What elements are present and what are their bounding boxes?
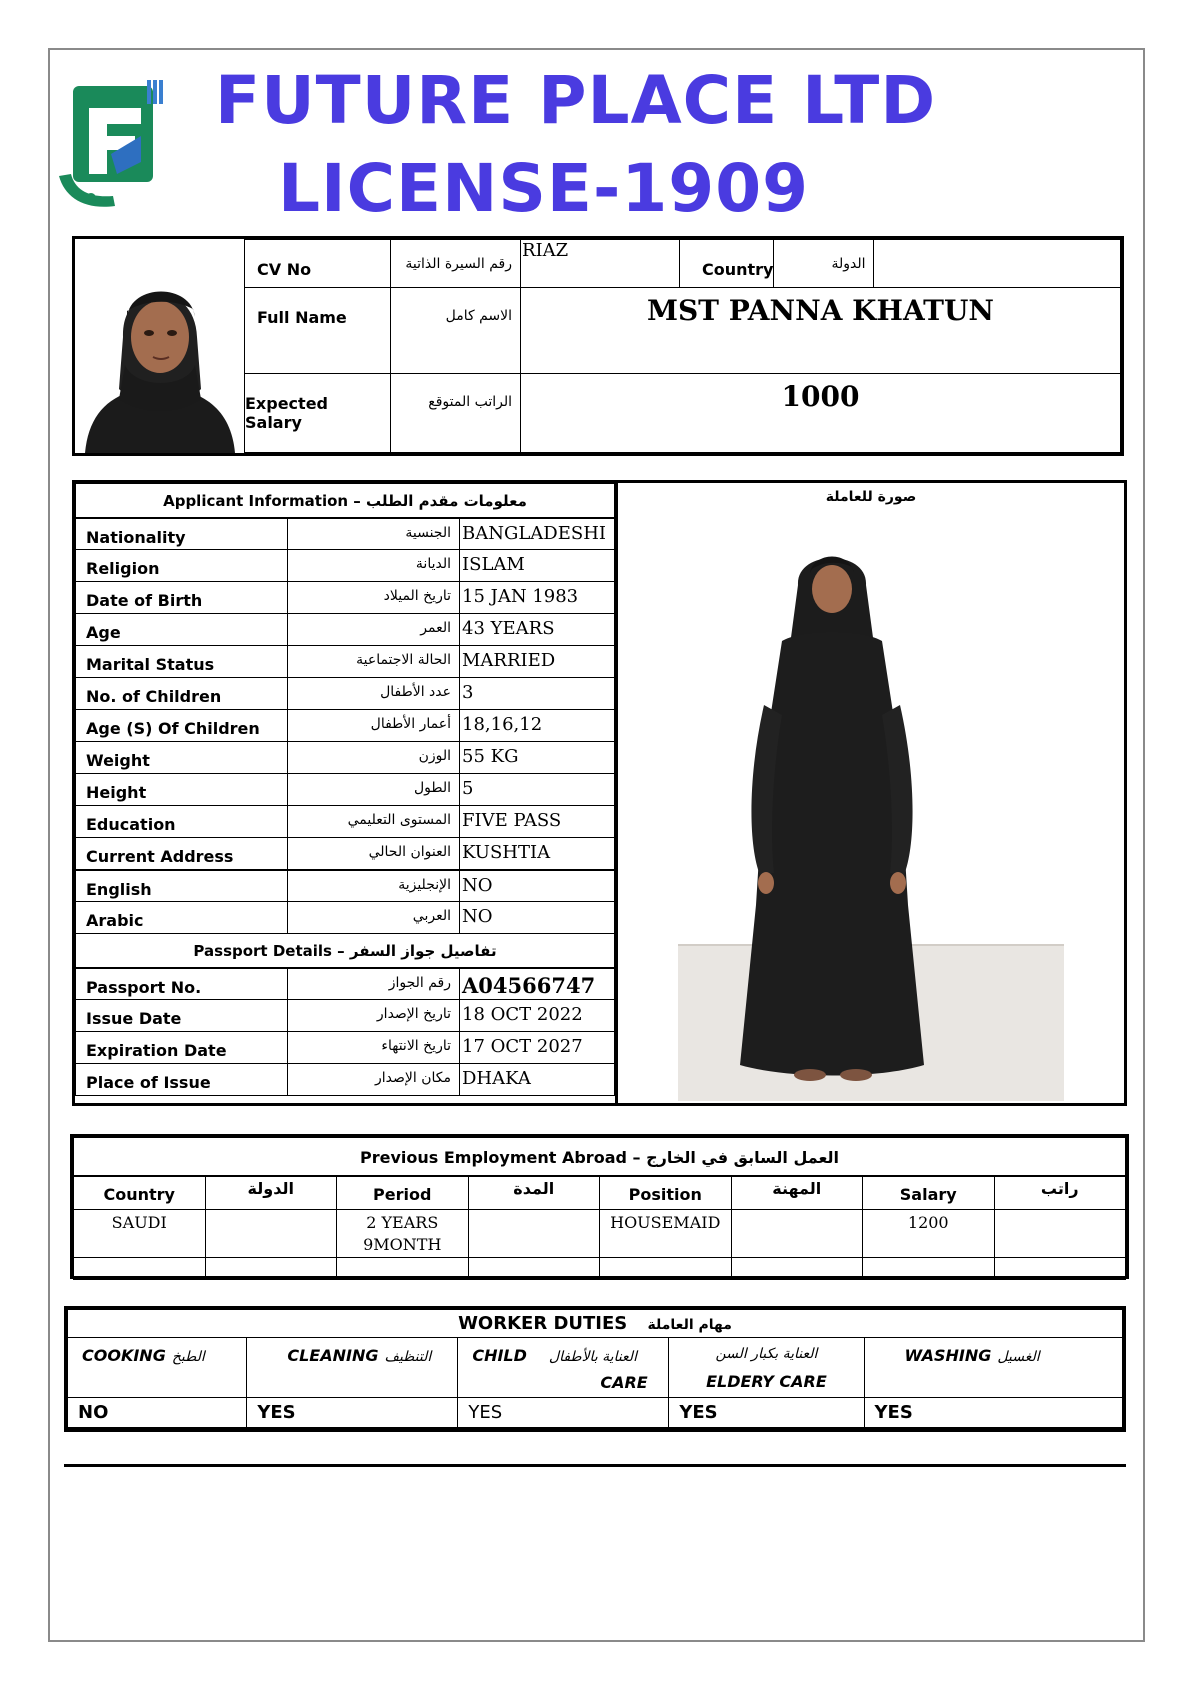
row-label-ar: العربي <box>288 902 460 934</box>
bottom-divider <box>64 1464 1126 1467</box>
row-label: English <box>76 870 288 902</box>
column-header: Period <box>337 1176 469 1210</box>
duty-label: ELDERY CARE <box>706 1372 827 1391</box>
row-value: NO <box>460 870 615 902</box>
row-label-ar: تاريخ الانتهاء <box>288 1032 460 1064</box>
photo-caption: صورة للعاملة <box>825 489 917 505</box>
table-row <box>76 902 615 934</box>
duty-label-ar: الغسيل <box>997 1349 1040 1365</box>
row-label: Nationality <box>76 518 288 550</box>
employment-table <box>73 1137 1126 1280</box>
row-value: DHAKA <box>460 1064 615 1096</box>
worker-duties-block <box>64 1306 1126 1432</box>
duty-washing <box>864 1338 1122 1398</box>
full-body-photo <box>678 545 1064 1101</box>
row-label: Date of Birth <box>76 582 288 614</box>
row-label-ar: رقم الجواز <box>288 968 460 1000</box>
applicant-information-block <box>72 480 1127 1106</box>
full-name-label-ar: الاسم كامل <box>391 288 521 374</box>
row-label: Passport No. <box>76 968 288 1000</box>
column-divider <box>615 483 618 1103</box>
row-label: No. of Children <box>76 678 288 710</box>
row-label: Age (S) Of Children <box>76 710 288 742</box>
row-value: 43 YEARS <box>460 614 615 646</box>
duty-label: CHILD <box>472 1346 527 1365</box>
empty-cell <box>994 1210 1126 1258</box>
column-header-ar: راتب <box>994 1176 1126 1210</box>
row-label: Arabic <box>76 902 288 934</box>
table-row <box>74 1210 1126 1258</box>
company-title: FUTURE PLACE LTD <box>215 62 937 139</box>
row-label: Height <box>76 774 288 806</box>
period-months: 9MONTH <box>363 1235 442 1254</box>
country-label: Country <box>680 240 774 288</box>
applicant-table <box>75 483 615 1096</box>
cv-no-value: RIAZ <box>521 240 680 288</box>
row-value: MARRIED <box>460 646 615 678</box>
table-row <box>76 614 615 646</box>
license-title: LICENSE-1909 <box>278 150 810 227</box>
row-label-ar: المستوى التعليمي <box>288 806 460 838</box>
row-label-ar: الديانة <box>288 550 460 582</box>
table-row <box>76 518 615 550</box>
row-label-ar: عدد الأطفال <box>288 678 460 710</box>
table-row <box>74 1258 1126 1280</box>
duty-cleaning <box>247 1338 458 1398</box>
duty-value: YES <box>458 1398 669 1430</box>
table-row <box>76 870 615 902</box>
row-value: 18,16,12 <box>460 710 615 742</box>
employment-country: SAUDI <box>74 1210 206 1258</box>
row-label-ar: العنوان الحالي <box>288 838 460 870</box>
passport-number-value: A04566747 <box>460 968 615 1000</box>
table-row <box>76 838 615 870</box>
row-label-ar: مكان الإصدار <box>288 1064 460 1096</box>
row-value: 17 OCT 2027 <box>460 1032 615 1064</box>
full-name-value: MST PANNA KHATUN <box>521 288 1121 374</box>
duties-title <box>68 1310 1123 1338</box>
row-value: 3 <box>460 678 615 710</box>
row-label-ar: أعمار الأطفال <box>288 710 460 742</box>
table-row <box>76 646 615 678</box>
duty-label-ar: التنظيف <box>384 1349 432 1365</box>
column-header-ar: الدولة <box>205 1176 337 1210</box>
row-label: Weight <box>76 742 288 774</box>
row-value: BANGLADESHI <box>460 518 615 550</box>
row-label: Expiration Date <box>76 1032 288 1064</box>
row-label: Religion <box>76 550 288 582</box>
duty-label-line2: CARE <box>600 1373 648 1392</box>
row-value: FIVE PASS <box>460 806 615 838</box>
top-info-block <box>72 236 1124 456</box>
row-label: Marital Status <box>76 646 288 678</box>
passport-section-title: Passport Details – تفاصيل جواز السفر <box>76 934 615 968</box>
row-value: 15 JAN 1983 <box>460 582 615 614</box>
expected-salary-label-ar: الراتب المتوقع <box>391 374 521 453</box>
table-row <box>76 582 615 614</box>
duty-label: CLEANING <box>287 1346 379 1365</box>
table-row <box>76 742 615 774</box>
employment-position: HOUSEMAID <box>600 1210 732 1258</box>
row-value: 5 <box>460 774 615 806</box>
row-label-ar: تاريخ الميلاد <box>288 582 460 614</box>
employment-salary: 1200 <box>863 1210 995 1258</box>
cv-no-label-ar: رقم السيرة الذاتية <box>391 240 521 288</box>
row-label-ar: الطول <box>288 774 460 806</box>
country-value <box>874 240 1121 288</box>
duties-title-ar: مهام العاملة <box>647 1317 732 1333</box>
duty-child-care <box>458 1338 669 1398</box>
applicant-section-title: Applicant Information – معلومات مقدم الطلب <box>76 484 615 518</box>
future-place-logo-icon <box>55 78 165 218</box>
row-label: Issue Date <box>76 1000 288 1032</box>
table-row <box>76 1000 615 1032</box>
row-label-ar: تاريخ الإصدار <box>288 1000 460 1032</box>
duty-label-ar: العناية بالأطفال <box>548 1349 637 1365</box>
table-row <box>76 1064 615 1096</box>
employment-period <box>337 1210 469 1258</box>
column-header: Position <box>600 1176 732 1210</box>
duty-label-ar: العناية بكبار السن <box>715 1346 818 1362</box>
row-label-ar: الإنجليزية <box>288 870 460 902</box>
row-label-ar: الجنسية <box>288 518 460 550</box>
duties-title-en: WORKER DUTIES <box>458 1313 628 1334</box>
top-info-table <box>244 239 1121 453</box>
row-value: 55 KG <box>460 742 615 774</box>
empty-cell <box>468 1210 600 1258</box>
row-value: KUSHTIA <box>460 838 615 870</box>
table-row <box>76 678 615 710</box>
duty-value: YES <box>247 1398 458 1430</box>
row-label-ar: الوزن <box>288 742 460 774</box>
duty-value: NO <box>68 1398 247 1430</box>
row-label: Education <box>76 806 288 838</box>
row-label-ar: العمر <box>288 614 460 646</box>
duty-value: YES <box>669 1398 864 1430</box>
row-value: 18 OCT 2022 <box>460 1000 615 1032</box>
period-years: 2 YEARS <box>366 1213 439 1232</box>
table-row <box>76 774 615 806</box>
table-row <box>76 968 615 1000</box>
duty-elderly-care <box>669 1338 864 1398</box>
country-label-ar: الدولة <box>774 240 874 288</box>
column-header: Country <box>74 1176 206 1210</box>
portrait-photo <box>75 239 244 453</box>
empty-cell <box>205 1210 337 1258</box>
previous-employment-block <box>70 1134 1129 1279</box>
employment-section-title: Previous Employment Abroad – العمل السابق في الخارج <box>74 1138 1126 1176</box>
full-name-label: Full Name <box>245 288 391 374</box>
column-header-ar: المدة <box>468 1176 600 1210</box>
row-value: NO <box>460 902 615 934</box>
row-label: Place of Issue <box>76 1064 288 1096</box>
table-row <box>76 710 615 742</box>
cv-no-label: CV No <box>245 240 391 288</box>
duty-label: WASHING <box>904 1346 992 1365</box>
table-row <box>76 806 615 838</box>
row-value: ISLAM <box>460 550 615 582</box>
duty-cooking <box>68 1338 247 1398</box>
column-header: Salary <box>863 1176 995 1210</box>
table-row <box>76 550 615 582</box>
row-label: Current Address <box>76 838 288 870</box>
expected-salary-value: 1000 <box>521 374 1121 453</box>
row-label-ar: الحالة الاجتماعية <box>288 646 460 678</box>
expected-salary-label: Expected Salary <box>245 374 391 453</box>
column-header-ar: المهنة <box>731 1176 863 1210</box>
duty-label-ar: الطبخ <box>171 1349 205 1365</box>
duty-label: COOKING <box>82 1346 166 1365</box>
duty-value: YES <box>864 1398 1122 1430</box>
duties-table <box>67 1309 1123 1430</box>
row-label: Age <box>76 614 288 646</box>
table-row <box>76 1032 615 1064</box>
empty-cell <box>731 1210 863 1258</box>
